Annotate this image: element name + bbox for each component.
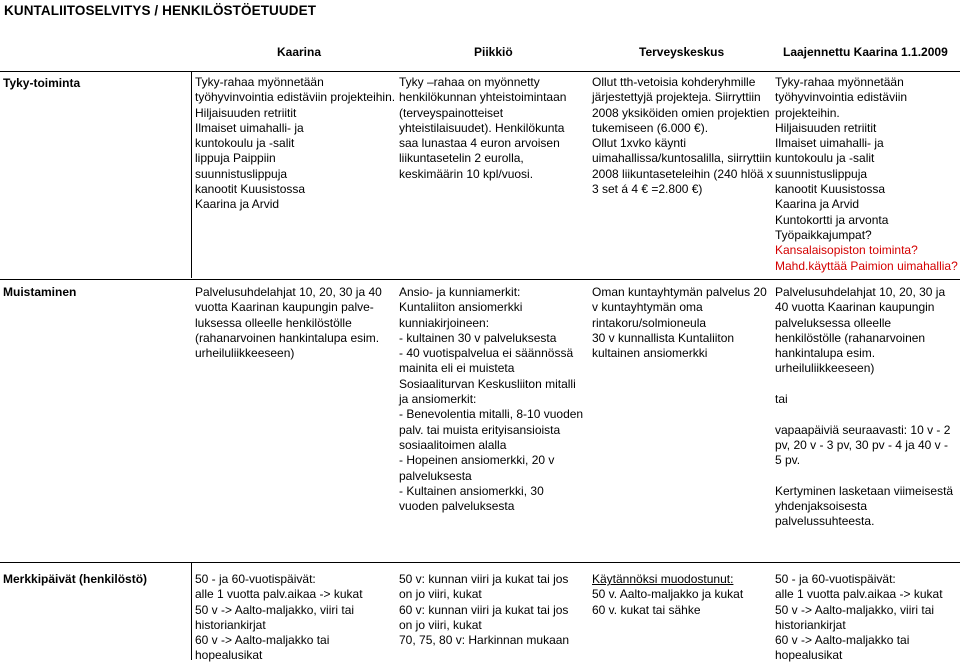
cell-text-line: kanootit Kuusistossa: [775, 182, 886, 197]
row-label-muistaminen: Muistaminen: [3, 285, 77, 299]
cell-text-line: hopealusikat: [775, 648, 843, 663]
cell-text-line: rintakoru/solmioneula: [592, 315, 707, 330]
cell-text-line: yhdenjaksoisesta: [775, 499, 868, 514]
cell-text-line: Kuntokortti ja arvonta: [775, 212, 889, 227]
cell-text-line: [775, 377, 953, 392]
cell-text-line: 50 - ja 60-vuotispäivät:: [775, 572, 896, 586]
cell-text-line: 30 v kunnallista Kuntaliiton: [592, 330, 735, 345]
column-header-terveyskeskus: Terveyskeskus: [639, 45, 725, 59]
cell-text-line: 40 vuotta Kaarinan kaupungin: [775, 300, 935, 315]
cell-text-line: liikuntasetelin 2 eurolla,: [399, 151, 524, 166]
cell-text-line: Kertyminen lasketaan viimeisestä: [775, 483, 954, 498]
cell-text-line: 70, 75, 80 v: Harkinnan mukaan: [399, 633, 570, 648]
cell-text-line: - Hopeinen ansiomerkki, 20 v: [399, 453, 555, 468]
cell-text-line: luksessa olleelle henkilöstölle: [195, 315, 352, 330]
cell-merkkipaivat-terveyskeskus: [592, 572, 743, 618]
cell-text-line: Hiljaisuuden retriitit: [195, 105, 297, 120]
cell-text-line: Tyky-rahaa myönnetään: [775, 75, 904, 89]
cell-text-line: alle 1 vuotta palv.aikaa -> kukat: [195, 587, 363, 602]
cell-tyky-piikkio: [399, 75, 566, 182]
cell-text-line: mainita eli ei muisteta: [399, 361, 515, 376]
cell-text-line: 2008 yksiköiden omien projektien: [592, 105, 770, 120]
cell-text-line: palvelussuhteesta.: [775, 514, 875, 529]
cell-merkkipaivat-laajennettu: [775, 572, 943, 664]
cell-text-line: projekteihin.: [775, 105, 840, 120]
column-header-kaarina: Kaarina: [277, 45, 322, 59]
cell-text-line: Ilmaiset uimahalli- ja: [195, 120, 304, 135]
cell-text-line: 60 v. kukat tai sähke: [592, 602, 701, 617]
cell-text-line: [775, 407, 953, 422]
cell-text-line: saa lunastaa 4 euron arvoisen: [399, 136, 560, 151]
row-label-tyky: Tyky-toiminta: [3, 76, 81, 90]
cell-tyky-laajennettu: [775, 75, 958, 274]
cell-merkkipaivat-kaarina: [195, 572, 363, 664]
cell-text-line: kultainen ansiomerkki: [592, 346, 708, 361]
cell-text-line: historiankirjat: [195, 617, 266, 632]
note-red: Mahd.käyttää Paimion uimahallia?: [775, 258, 958, 273]
table-border-top: [0, 71, 960, 72]
cell-text-line: yhteistilaisuudet). Henkilökunta: [399, 120, 565, 135]
cell-text-line: keskimäärin 10 kpl/vuosi.: [399, 166, 534, 181]
cell-text-line: Ollut 1xvko käynti: [592, 136, 687, 151]
cell-text-line: Kaarina ja Arvid: [775, 197, 860, 212]
cell-text-line: Kuntaliiton ansiomerkki: [399, 300, 523, 315]
cell-text-line: kuntokoulu ja -salit: [775, 151, 875, 166]
cell-text-line: on jo viiri, kukat: [399, 617, 482, 632]
cell-muistaminen-laajennettu: [775, 285, 953, 530]
cell-text-line: 50 v. Aalto-maljakko ja kukat: [592, 587, 744, 602]
cell-text-line: suunnistuslippuja: [195, 166, 288, 181]
row-divider: [0, 562, 960, 563]
cell-text-line: sosiaalitoimen alalla: [399, 437, 507, 452]
cell-text-line: vuoden palveluksesta: [399, 499, 515, 514]
cell-text-line: historiankirjat: [775, 617, 846, 632]
cell-text-line: kanootit Kuusistossa: [195, 182, 306, 197]
cell-text-line: tukemiseen (6.000 €).: [592, 120, 709, 135]
cell-text-line: palveluksessa olleelle: [775, 315, 892, 330]
cell-tyky-kaarina: [195, 75, 395, 213]
cell-text-line: ja ansiomerkit:: [399, 392, 477, 407]
cell-text-line: hankintalupa esim.: [775, 346, 876, 361]
document-title: KUNTALIITOSELVITYS / HENKILÖSTÖETUUDET: [4, 3, 317, 18]
cell-tyky-terveyskeskus: [592, 75, 773, 197]
cell-text-line: on jo viiri, kukat: [399, 587, 482, 602]
cell-text-line: 50 v -> Aalto-maljakko, viiri tai: [775, 602, 935, 617]
cell-text-line: 60 v -> Aalto-maljakko tai: [195, 633, 330, 648]
underlined-heading: Käytännöksi muodostunut:: [592, 572, 734, 586]
cell-text-line: 50 v: kunnan viiri ja kukat tai jos: [399, 572, 569, 586]
cell-text-line: urheiluliikkeeseen): [195, 346, 295, 361]
cell-text-line: tai: [775, 392, 788, 407]
cell-text-line: Oman kuntayhtymän palvelus 20: [592, 285, 767, 299]
row-divider: [0, 279, 960, 280]
cell-muistaminen-piikkio: [399, 285, 583, 514]
cell-text-line: kunniakirjoineen:: [399, 315, 490, 330]
cell-text-line: uimahallissa/kuntosalilla, siirryttiin: [592, 151, 772, 166]
cell-text-line: Kaarina ja Arvid: [195, 197, 280, 212]
cell-text-line: - Benevolentia mitalli, 8-10 vuoden: [399, 407, 584, 422]
cell-text-line: 60 v -> Aalto-maljakko tai: [775, 633, 910, 648]
column-divider: [191, 71, 192, 278]
cell-text-line: - kultainen 30 v palveluksesta: [399, 330, 557, 345]
cell-text-line: suunnistuslippuja: [775, 166, 868, 181]
cell-text-line: työhyvinvointia edistäviin: [775, 90, 908, 105]
column-header-piikkio: Piikkiö: [474, 45, 513, 59]
note-red: Kansalaisopiston toiminta?: [775, 243, 918, 258]
cell-text-line: urheiluliikkeeseen): [775, 361, 875, 376]
cell-text-line: Hiljaisuuden retriitit: [775, 120, 877, 135]
cell-text-line: 5 pv.: [775, 453, 801, 468]
cell-text-line: Tyky-rahaa myönnetään: [195, 75, 324, 89]
cell-text-line: Palvelusuhdelahjat 10, 20, 30 ja 40: [195, 285, 382, 299]
cell-text-line: pv, 20 v - 3 pv, 30 pv - 4 ja 40 v -: [775, 437, 948, 452]
cell-text-line: Palvelusuhdelahjat 10, 20, 30 ja: [775, 285, 946, 299]
cell-text-line: (terveyspainotteiset: [399, 105, 504, 120]
cell-text-line: 2008 liikuntaseteleihin (240 hlöä x: [592, 166, 773, 181]
cell-text-line: vapaapäiviä seuraavasti: 10 v - 2: [775, 422, 951, 437]
cell-text-line: palveluksesta: [399, 468, 472, 483]
row-label-merkkipaivat: Merkkipäivät (henkilöstö): [3, 572, 148, 586]
cell-text-line: 3 set á 4 € =2.800 €): [592, 182, 703, 197]
cell-text-line: Ollut tth-vetoisia kohderyhmille: [592, 75, 756, 89]
cell-text-line: Ilmaiset uimahalli- ja: [775, 136, 884, 151]
cell-text-line: lippuja Paippiin: [195, 151, 276, 166]
cell-text-line: työhyvinvointia edistäviin projekteihin.: [195, 90, 396, 105]
cell-text-line: kuntokoulu ja -salit: [195, 136, 295, 151]
cell-text-line: Tyky –rahaa on myönnetty: [399, 75, 540, 89]
cell-text-line: henkilöstölle (rahanarvoinen: [775, 330, 926, 345]
cell-text-line: Ansio- ja kunniamerkit:: [399, 285, 521, 299]
cell-text-line: palv. tai muista erityisansioista: [399, 422, 561, 437]
column-header-laajennettu: Laajennettu Kaarina 1.1.2009: [783, 45, 948, 59]
cell-text-line: - 40 vuotispalvelua ei säännössä: [399, 346, 574, 361]
cell-text-line: v kuntayhtymän oma: [592, 300, 703, 315]
cell-text-line: Sosiaaliturvan Keskusliiton mitalli: [399, 376, 576, 391]
cell-text-line: hopealusikat: [195, 648, 263, 663]
cell-text-line: - Kultainen ansiomerkki, 30: [399, 483, 544, 498]
cell-text-line: 60 v: kunnan viiri ja kukat tai jos: [399, 602, 569, 617]
cell-text-line: 50 - ja 60-vuotispäivät:: [195, 572, 316, 586]
cell-muistaminen-terveyskeskus: [592, 285, 767, 361]
cell-muistaminen-kaarina: [195, 285, 382, 361]
cell-text-line: alle 1 vuotta palv.aikaa -> kukat: [775, 587, 943, 602]
cell-merkkipaivat-piikkio: [399, 572, 569, 648]
cell-text-line: vuotta Kaarinan kaupungin palve-: [195, 300, 374, 315]
cell-text-line: (rahanarvoinen hankintalupa esim.: [195, 330, 380, 345]
cell-text-line: [775, 469, 953, 484]
cell-text-line: järjestettyjä projekteja. Siirryttiin: [592, 90, 761, 105]
cell-text-line: Työpaikkajumpat?: [775, 227, 872, 242]
cell-text-line: 50 v -> Aalto-maljakko, viiri tai: [195, 602, 355, 617]
cell-text-line: henkilökunnan yhteistoimintaan: [399, 90, 567, 105]
column-divider: [191, 562, 192, 660]
